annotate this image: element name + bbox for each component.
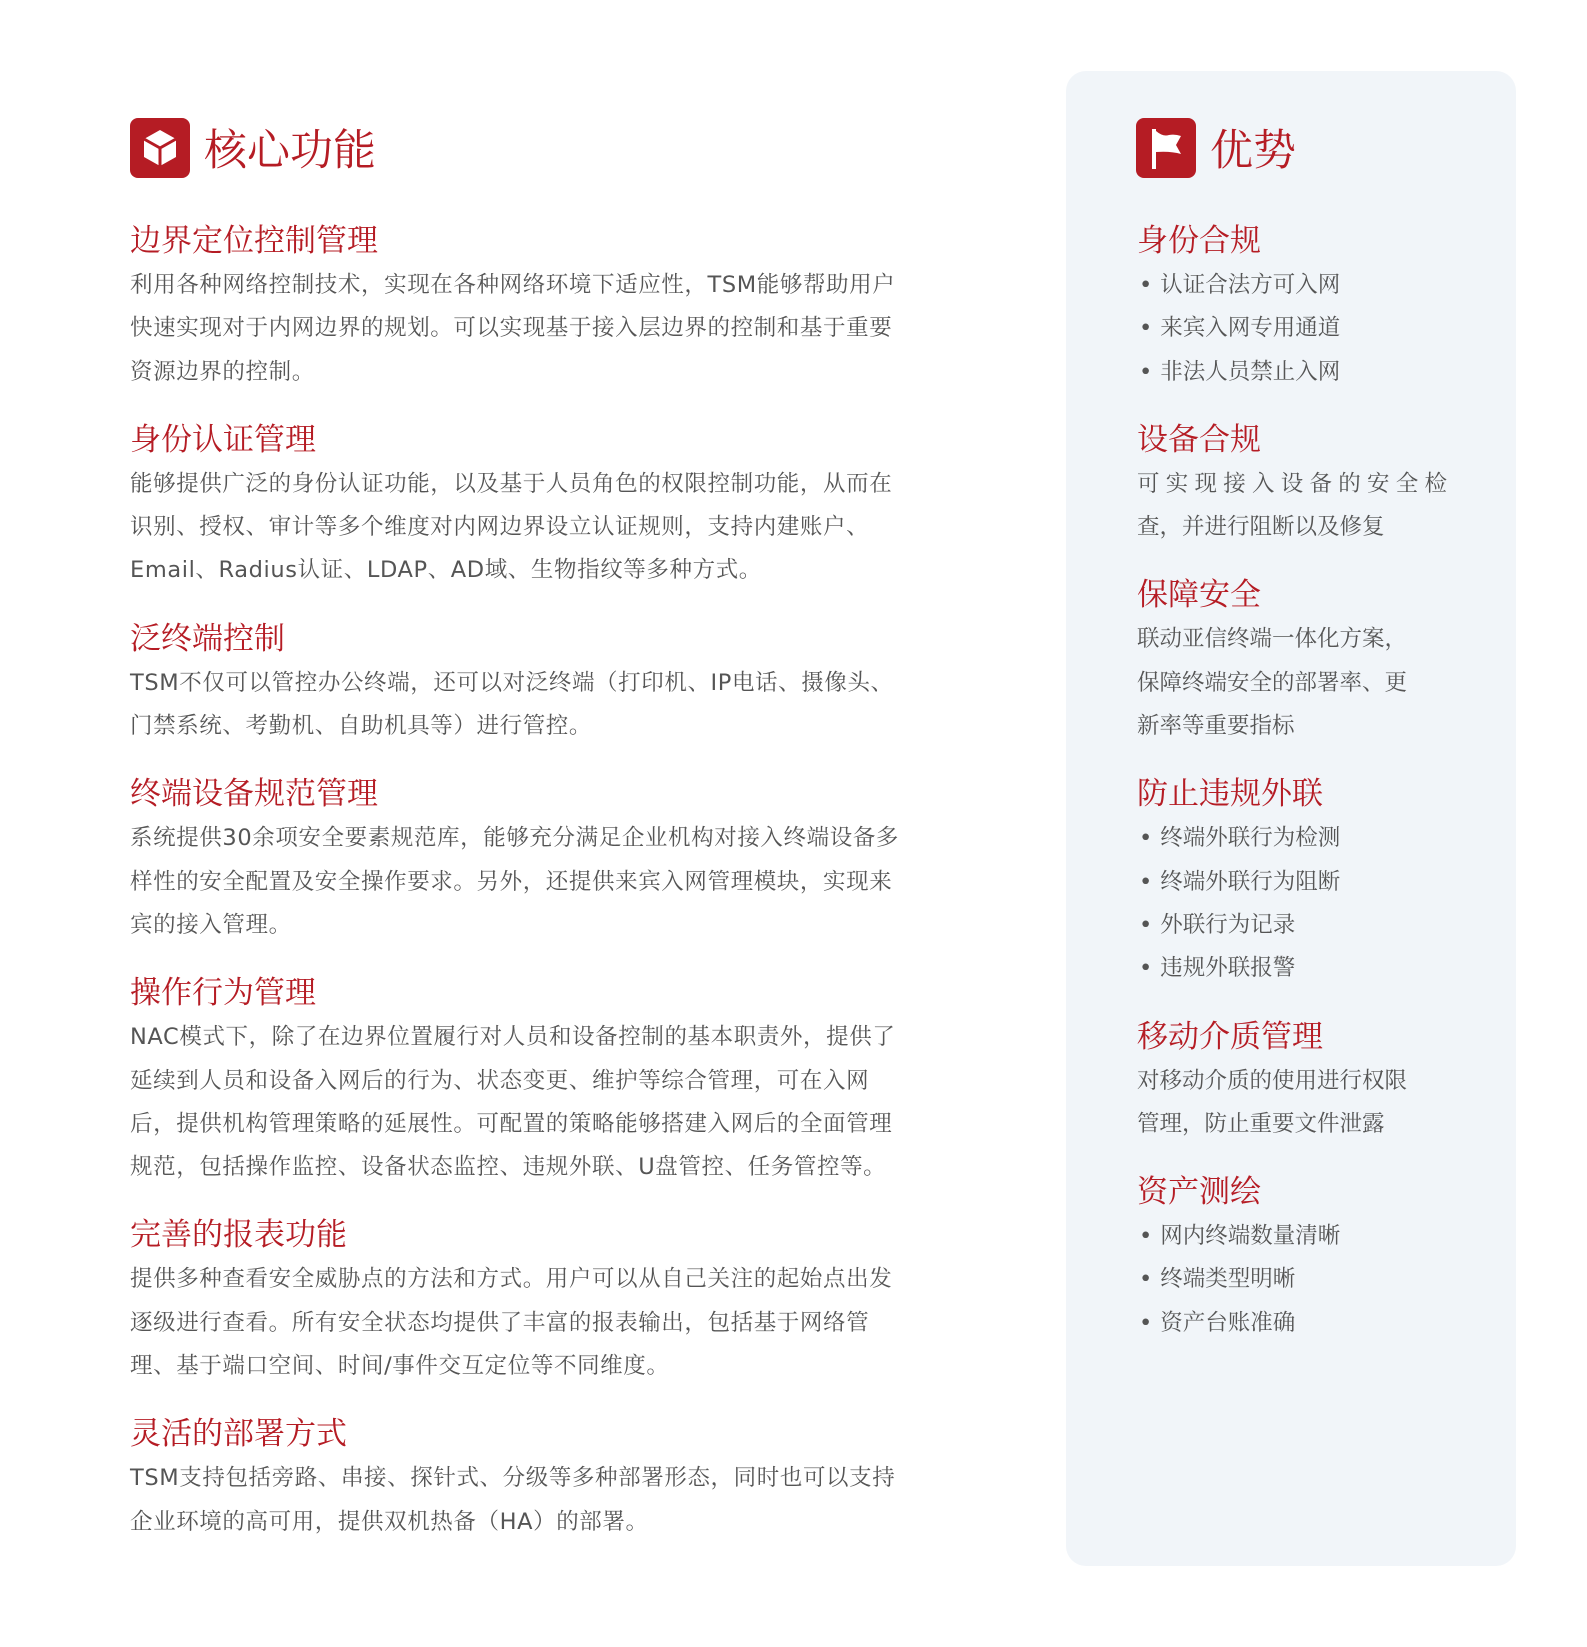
feature-text-line: 后，提供机构管理策略的延展性。可配置的策略能够搭建入网后的全面管理 bbox=[130, 1110, 893, 1137]
advantage-text-line: 联动亚信终端一体化方案， bbox=[1137, 626, 1408, 653]
feature-heading: 灵活的部署方式 bbox=[130, 1416, 347, 1453]
advantage-bullet: • 网内终端数量清晰 bbox=[1137, 1215, 1447, 1258]
feature-section bbox=[130, 617, 960, 749]
advantages-title-text: 优势 bbox=[1210, 126, 1296, 176]
feature-heading: 泛终端控制 bbox=[130, 620, 285, 657]
core-title-text: 核心功能 bbox=[204, 126, 376, 176]
feature-heading: 操作行为管理 bbox=[130, 975, 316, 1012]
flag-icon bbox=[1136, 118, 1196, 178]
feature-text-line: Email、Radius认证、LDAP、AD域、生物指纹等多种方式。 bbox=[130, 557, 762, 584]
feature-text-line: 资源边界的控制。 bbox=[130, 358, 315, 385]
feature-section bbox=[130, 971, 960, 1189]
feature-text-line: 延续到人员和设备入网后的行为、状态变更、维护等综合管理，可在入网 bbox=[130, 1067, 870, 1094]
core-features-column bbox=[130, 219, 960, 1568]
advantage-section bbox=[1137, 573, 1447, 748]
advantage-heading: 资产测绘 bbox=[1137, 1174, 1261, 1211]
advantage-bullet: • 外联行为记录 bbox=[1137, 904, 1447, 947]
cube-icon bbox=[130, 118, 190, 178]
advantage-heading: 设备合规 bbox=[1137, 421, 1261, 458]
advantage-section bbox=[1137, 219, 1447, 394]
advantage-heading: 防止违规外联 bbox=[1137, 776, 1323, 813]
advantage-bullet: • 终端外联行为检测 bbox=[1137, 817, 1447, 860]
feature-text-line: TSM不仅可以管控办公终端，还可以对泛终端（打印机、IP电话、摄像头、 bbox=[130, 669, 894, 696]
advantages-title bbox=[1136, 115, 1296, 181]
feature-text-line: 逐级进行查看。所有安全状态均提供了丰富的报表输出，包括基于网络管 bbox=[130, 1309, 870, 1336]
advantage-bullet: • 违规外联报警 bbox=[1137, 947, 1447, 990]
advantage-bullet: • 资产台账准确 bbox=[1137, 1302, 1447, 1345]
advantage-text-line: 可实现接入设备的安全检 bbox=[1137, 470, 1447, 497]
feature-heading: 身份认证管理 bbox=[130, 421, 316, 458]
advantage-text-line: 新率等重要指标 bbox=[1137, 713, 1295, 740]
feature-section bbox=[130, 418, 960, 593]
feature-text-line: TSM支持包括旁路、串接、探针式、分级等多种部署形态，同时也可以支持 bbox=[130, 1465, 896, 1492]
feature-text-line: 能够提供广泛的身份认证功能，以及基于人员角色的权限控制功能，从而在 bbox=[130, 470, 893, 497]
feature-text-line: 识别、授权、审计等多个维度对内网边界设立认证规则，支持内建账户、 bbox=[130, 514, 870, 541]
advantage-section bbox=[1137, 772, 1447, 990]
advantage-bullet: • 非法人员禁止入网 bbox=[1137, 351, 1447, 394]
advantage-bullet: • 来宾入网专用通道 bbox=[1137, 307, 1447, 350]
core-title bbox=[130, 115, 376, 181]
advantage-bullet: • 认证合法方可入网 bbox=[1137, 264, 1447, 307]
feature-section bbox=[130, 1213, 960, 1388]
feature-heading: 边界定位控制管理 bbox=[130, 223, 378, 259]
advantage-heading: 移动介质管理 bbox=[1137, 1018, 1323, 1055]
feature-text-line: 门禁系统、考勤机、自助机具等）进行管控。 bbox=[130, 713, 593, 740]
advantage-text-line: 查，并进行阻断以及修复 bbox=[1137, 514, 1385, 541]
feature-heading: 完善的报表功能 bbox=[130, 1217, 347, 1254]
feature-text-line: 理、基于端口空间、时间/事件交互定位等不同维度。 bbox=[130, 1353, 670, 1380]
advantage-section bbox=[1137, 418, 1447, 550]
feature-text-line: 样性的安全配置及安全操作要求。另外，还提供来宾入网管理模块，实现来 bbox=[130, 868, 893, 895]
advantage-text-line: 管理，防止重要文件泄露 bbox=[1137, 1110, 1385, 1137]
feature-text-line: 系统提供30余项安全要素规范库，能够充分满足企业机构对接入终端设备多 bbox=[130, 825, 900, 852]
feature-text-line: 提供多种查看安全威胁点的方法和方式。用户可以从自己关注的起始点出发 bbox=[130, 1266, 893, 1293]
feature-section bbox=[130, 219, 960, 394]
advantage-section bbox=[1137, 1170, 1447, 1345]
feature-text-line: 宾的接入管理。 bbox=[130, 911, 292, 938]
advantage-heading: 身份合规 bbox=[1137, 223, 1261, 259]
advantage-section bbox=[1137, 1015, 1447, 1147]
feature-heading: 终端设备规范管理 bbox=[130, 776, 378, 813]
advantage-text-line: 保障终端安全的部署率、更 bbox=[1137, 669, 1408, 696]
feature-section bbox=[130, 1412, 960, 1544]
feature-text-line: NAC模式下，除了在边界位置履行对人员和设备控制的基本职责外，提供了 bbox=[130, 1024, 896, 1051]
advantage-text-line: 对移动介质的使用进行权限 bbox=[1137, 1067, 1408, 1094]
advantages-column bbox=[1137, 219, 1447, 1369]
advantage-bullet: • 终端类型明晰 bbox=[1137, 1258, 1447, 1301]
advantage-bullet: • 终端外联行为阻断 bbox=[1137, 861, 1447, 904]
feature-text-line: 规范，包括操作监控、设备状态监控、违规外联、U盘管控、任务管控等。 bbox=[130, 1154, 887, 1181]
feature-text-line: 快速实现对于内网边界的规划。可以实现基于接入层边界的控制和基于重要 bbox=[130, 315, 893, 342]
feature-text-line: 企业环境的高可用，提供双机热备（HA）的部署。 bbox=[130, 1508, 649, 1535]
advantage-heading: 保障安全 bbox=[1137, 577, 1261, 614]
feature-section bbox=[130, 772, 960, 947]
feature-text-line: 利用各种网络控制技术，实现在各种网络环境下适应性，TSM能够帮助用户 bbox=[130, 272, 896, 298]
